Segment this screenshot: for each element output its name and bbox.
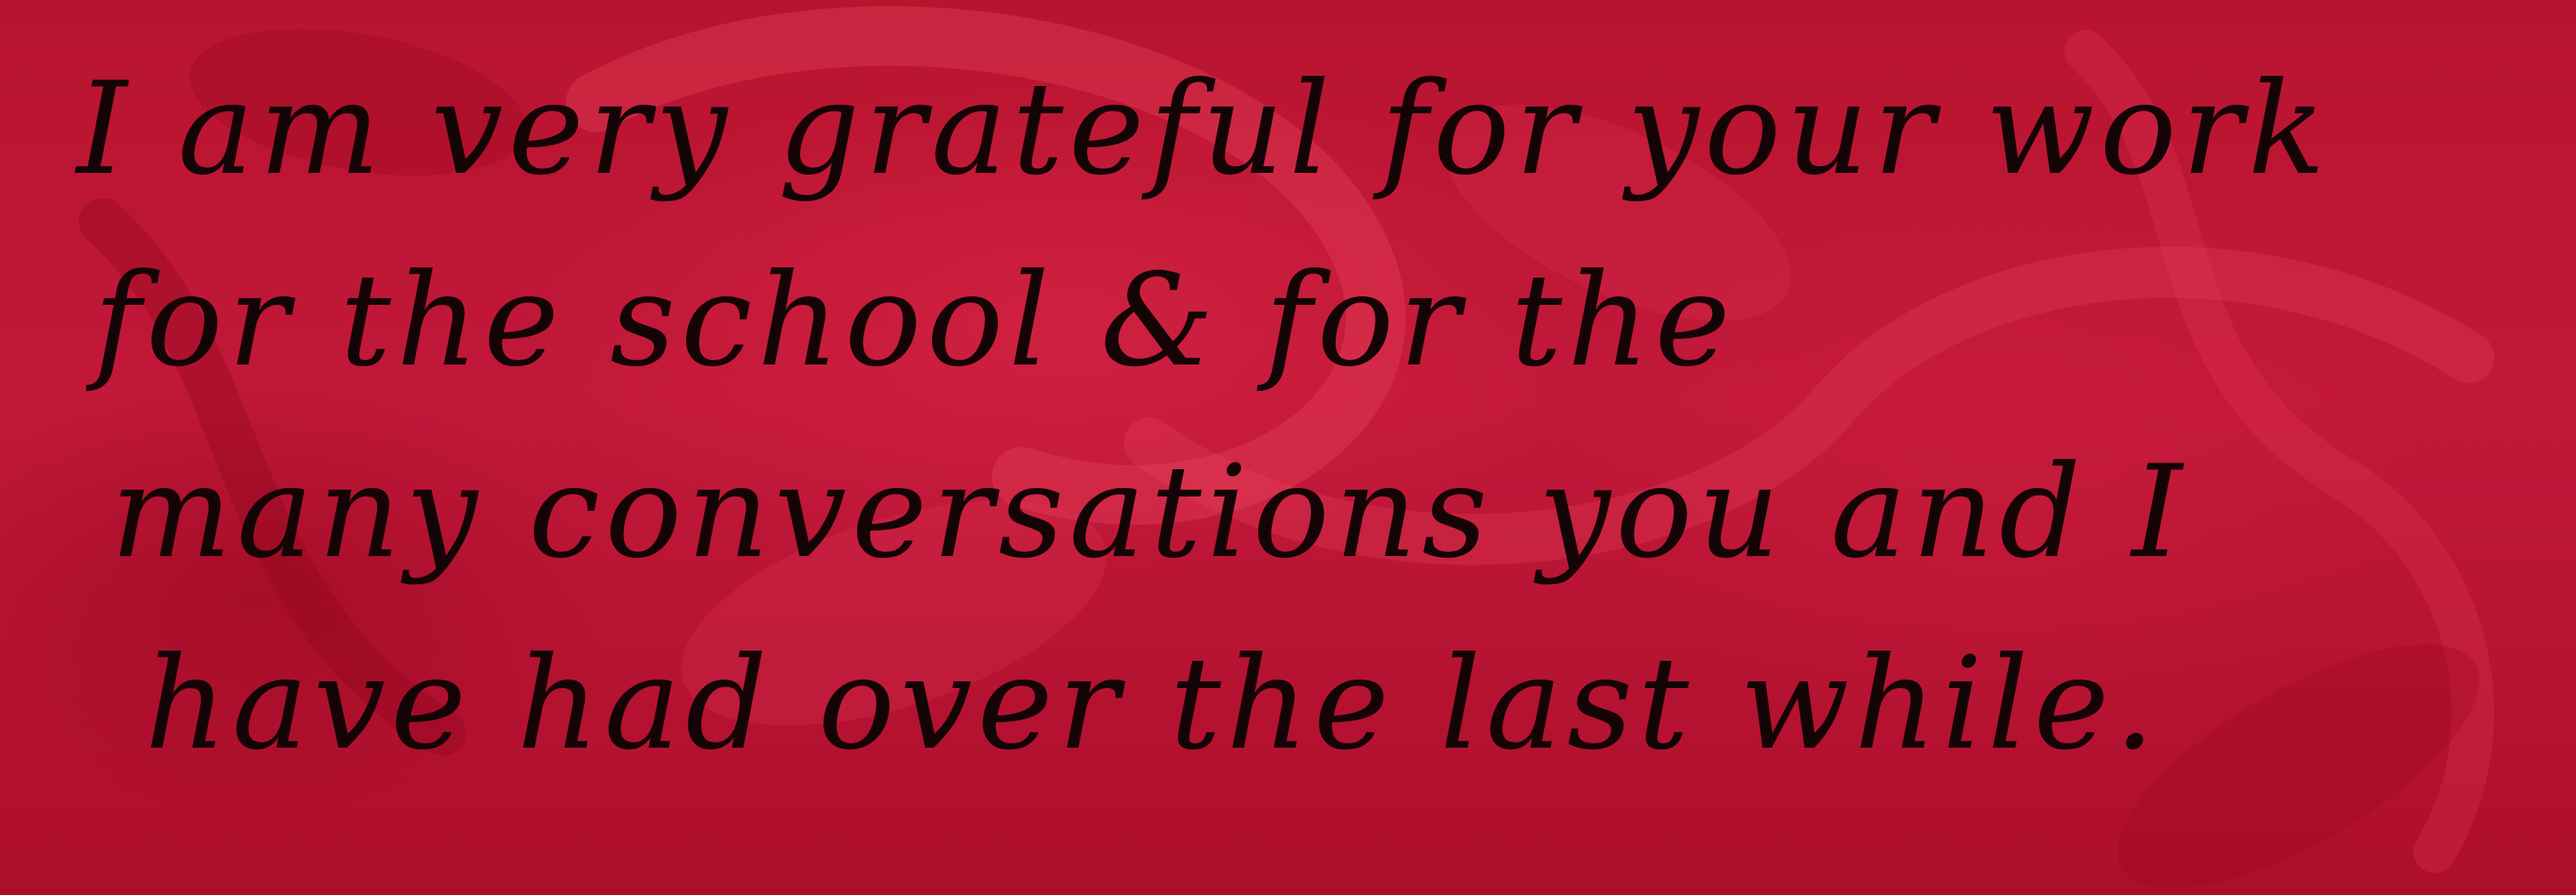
- note-line-1: I am very grateful for your work: [77, 55, 2331, 204]
- note-line-3: many conversations you and I: [111, 439, 2188, 587]
- note-line-4: have had over the last while.: [145, 630, 2161, 778]
- handwritten-note: [77, 34, 2511, 852]
- note-line-2: for the school & for the: [94, 247, 1736, 395]
